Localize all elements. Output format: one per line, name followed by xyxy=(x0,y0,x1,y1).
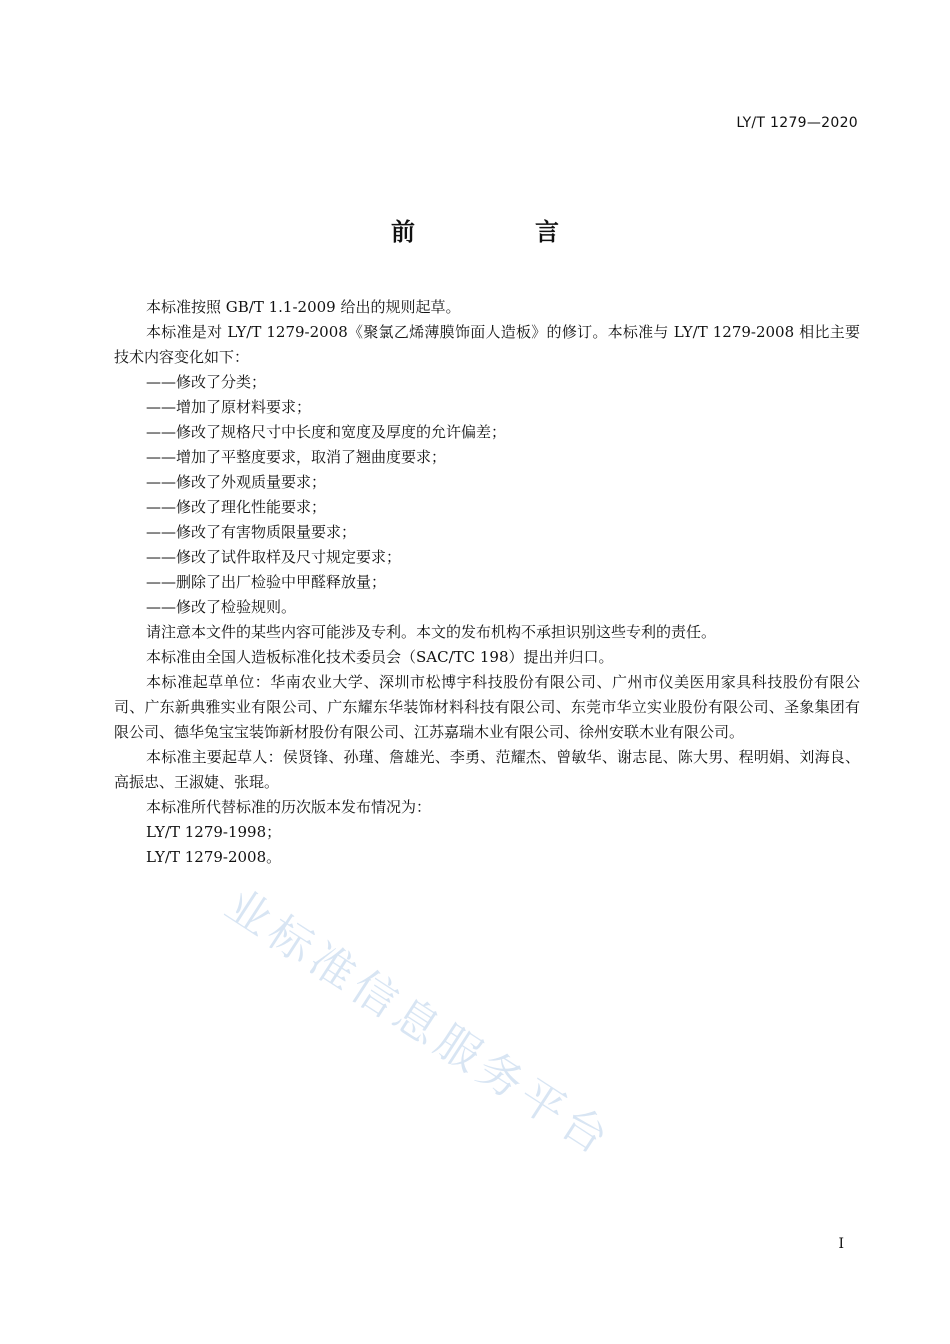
document-code: LY/T 1279—2020 xyxy=(736,115,858,131)
change-item: ——修改了规格尺寸中长度和宽度及厚度的允许偏差； xyxy=(146,423,507,441)
change-item: ——修改了试件取样及尺寸规定要求； xyxy=(146,548,402,566)
history-item: LY/T 1279-1998； xyxy=(146,823,282,841)
change-item: ——修改了外观质量要求； xyxy=(146,473,327,491)
paragraph-proposer: 本标准由全国人造板标准化技术委员会（SAC/TC 198）提出并归口。 xyxy=(146,648,614,666)
paragraph-drafting-units: 本标准起草单位：华南农业大学、深圳市松博宇科技股份有限公司、广州市仪美医用家具科技股份有限公司、广东新典雅实业有限公司、广东耀东华装饰材料科技有限公司、东莞市华立实业股份有限公司、圣象集团有限公司、德华兔宝宝装饰新材股份有限公司、江苏嘉瑞木业有限公司、徐州安联木业有限公司。 xyxy=(114,673,860,741)
history-item: LY/T 1279-2008。 xyxy=(146,848,282,866)
change-item: ——增加了原材料要求； xyxy=(146,398,312,416)
preface-body xyxy=(114,295,860,870)
change-item: ——修改了检验规则。 xyxy=(146,598,297,616)
change-item: ——修改了理化性能要求； xyxy=(146,498,327,516)
paragraph-revision-summary: 本标准是对 LY/T 1279-2008《聚氯乙烯薄膜饰面人造板》的修订。本标准与 LY/T 1279-2008 相比主要技术内容变化如下： xyxy=(114,323,860,366)
change-item: ——增加了平整度要求，取消了翘曲度要求； xyxy=(146,448,447,466)
section-title: 前 言 xyxy=(391,218,607,246)
paragraph-drafters: 本标准主要起草人：侯贤锋、孙瑾、詹雄光、李勇、范耀杰、曾敏华、谢志昆、陈大男、程明娟、刘海良、高振忠、王淑婕、张琨。 xyxy=(114,748,860,791)
paragraph-patent-notice: 请注意本文件的某些内容可能涉及专利。本文的发布机构不承担识别这些专利的责任。 xyxy=(146,623,717,641)
paragraph-history-intro: 本标准所代替标准的历次版本发布情况为： xyxy=(146,798,432,816)
page-number: I xyxy=(838,1236,844,1252)
watermark: 业标准信息服务平台 xyxy=(216,879,622,1168)
change-item: ——修改了分类； xyxy=(146,373,267,391)
change-item: ——删除了出厂检验中甲醛释放量； xyxy=(146,573,387,591)
change-item: ——修改了有害物质限量要求； xyxy=(146,523,357,541)
paragraph-drafting-rules: 本标准按照 GB/T 1.1-2009 给出的规则起草。 xyxy=(146,298,461,316)
